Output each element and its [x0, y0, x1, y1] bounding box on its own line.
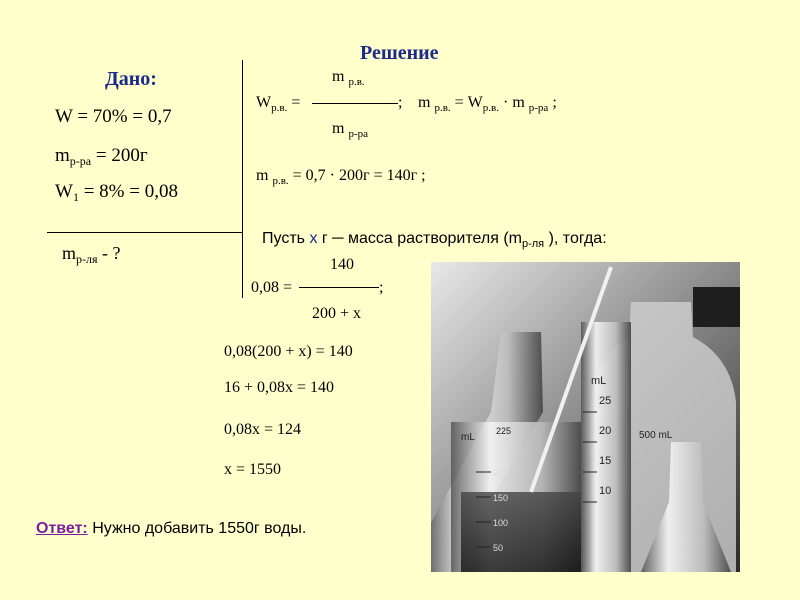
formula2: m $_{р.в.}$ = 0,7 · 200г = 140г ;	[256, 167, 426, 187]
equation-end: ;	[379, 279, 384, 296]
formula1-numerator: m $_{р.в.}$	[332, 68, 365, 88]
beaker-mark-50: 50	[493, 543, 504, 553]
cylinder-tick-15: 15	[599, 455, 612, 467]
beaker-mark-150: 150	[493, 493, 509, 503]
equation-denominator: 200 + х	[312, 305, 362, 322]
step-4: х = 1550	[224, 461, 282, 478]
formula1-lhs: $W_{р.в.}$ =	[256, 94, 301, 114]
given-line-3: $W_1 = 8\% = 0,08$	[55, 181, 178, 204]
beaker-ml-label: mL	[461, 432, 475, 443]
cylinder-tick-10: 10	[599, 485, 612, 497]
glassware-illustration	[431, 262, 740, 572]
formula1-denominator: m $_{р-ра}$	[332, 120, 368, 140]
beaker-225-label: 225	[496, 426, 512, 436]
find-line: $m_{р-ля}$ - ?	[62, 243, 121, 266]
step-1: 0,08(200 + х) = 140	[224, 343, 353, 360]
equation-fraction-bar	[299, 287, 379, 288]
equation-numerator: 140	[330, 256, 354, 273]
answer-line	[36, 520, 306, 538]
equation-lhs: 0,08 =	[251, 279, 293, 296]
given-divider	[47, 232, 242, 233]
beaker-mark-200: 200	[493, 468, 509, 478]
cylinder-tick-20: 20	[599, 425, 612, 437]
beaker-mark-100: 100	[493, 518, 509, 528]
solution-heading: Решение	[360, 42, 439, 64]
let-line: Пусть х г ─ масса растворителя ($m_{р-ля}$ ), тогда:	[262, 230, 607, 250]
step-3: 0,08х = 124	[224, 421, 302, 438]
formula1-rhs: m $_{р.в.} = W_{р.в.} \cdot m$ $_{р-ра}$ ;	[418, 94, 557, 114]
formula1-semicolon: ;	[398, 94, 403, 111]
given-line-2: $m_{р-ра} = 200г$	[55, 145, 148, 168]
lab-glassware-photo	[431, 262, 740, 572]
step-2: 16 + 0,08х = 140	[224, 379, 335, 396]
answer-text: Нужно добавить 1550г воды.	[87, 520, 307, 537]
cylinder-tick-25: 25	[599, 395, 612, 407]
formula1-fraction-bar	[312, 103, 398, 104]
given-line-1: W = 70% = 0,7	[55, 106, 172, 127]
given-heading: Дано:	[105, 68, 157, 90]
bottle-500-label: 500 mL	[639, 430, 673, 441]
given-vertical-divider	[242, 60, 243, 298]
answer-label: Ответ:	[36, 520, 88, 537]
cylinder-ml-label: mL	[591, 375, 607, 387]
